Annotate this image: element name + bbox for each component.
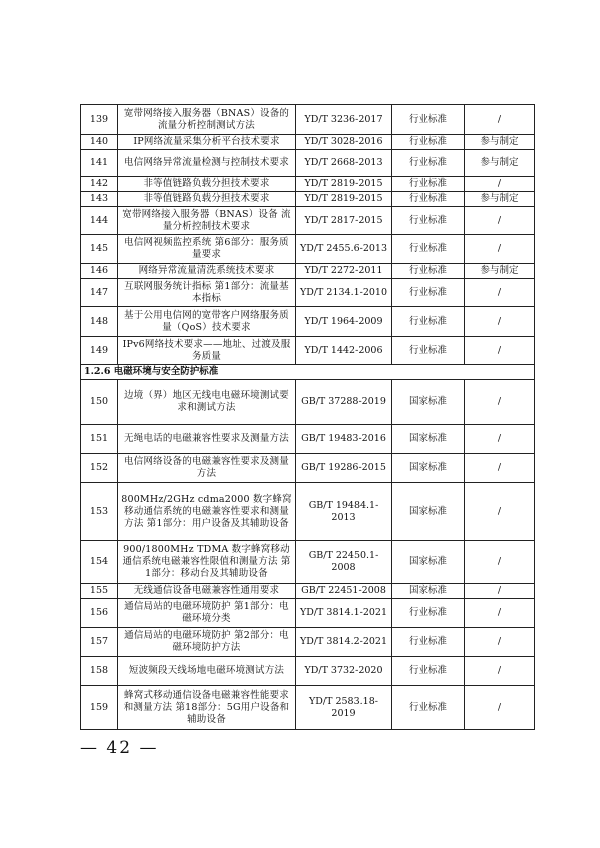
- standard-name: 无绳电话的电磁兼容性要求及测量方法: [118, 425, 296, 454]
- table-row: [81, 307, 535, 337]
- standard-name: 网络异常流量清洗系统技术要求: [118, 264, 296, 279]
- table-row: [81, 337, 535, 365]
- standard-type: 国家标准: [392, 541, 465, 584]
- standard-name: 电信网视频监控系统 第6部分：服务质量要求: [118, 235, 296, 264]
- standard-code: YD/T 2583.18-2019: [296, 686, 392, 730]
- table-row: [81, 380, 535, 425]
- standard-name: 基于公用电信网的宽带客户网络服务质量（QoS）技术要求: [118, 307, 296, 337]
- row-number: 148: [81, 307, 118, 337]
- standard-type: 国家标准: [392, 454, 465, 483]
- table-row: [81, 686, 535, 730]
- row-number: 140: [81, 135, 118, 150]
- standard-note: /: [465, 686, 535, 730]
- standard-code: YD/T 2817-2015: [296, 207, 392, 235]
- standard-name: 电信网络设备的电磁兼容性要求及测量方法: [118, 454, 296, 483]
- standard-note: /: [465, 425, 535, 454]
- row-number: 159: [81, 686, 118, 730]
- row-number: 144: [81, 207, 118, 235]
- standard-name: IPv6网络技术要求——地址、过渡及服务质量: [118, 337, 296, 365]
- standard-name: 宽带网络接入服务器（BNAS）设备 流量分析控制技术要求: [118, 207, 296, 235]
- standard-note: /: [465, 279, 535, 307]
- standard-name: 短波频段天线场地电磁环境测试方法: [118, 657, 296, 686]
- row-number: 142: [81, 177, 118, 192]
- row-number: 145: [81, 235, 118, 264]
- page-number: — 42 —: [80, 738, 159, 758]
- row-number: 149: [81, 337, 118, 365]
- standard-name: 900/1800MHz TDMA 数字蜂窝移动通信系统电磁兼容性限值和测量方法 第1部分：移动台及其辅助设备: [118, 541, 296, 584]
- standard-code: YD/T 2272-2011: [296, 264, 392, 279]
- row-number: 157: [81, 628, 118, 657]
- standard-type: 行业标准: [392, 192, 465, 207]
- standard-name: 电信网络异常流量检测与控制技术要求: [118, 150, 296, 177]
- standard-type: 行业标准: [392, 264, 465, 279]
- standard-type: 行业标准: [392, 135, 465, 150]
- standard-type: 国家标准: [392, 380, 465, 425]
- standard-note: 参与制定: [465, 192, 535, 207]
- standard-code: YD/T 2455.6-2013: [296, 235, 392, 264]
- row-number: 146: [81, 264, 118, 279]
- table-row: [81, 483, 535, 541]
- table-row: [81, 425, 535, 454]
- standard-note: 参与制定: [465, 135, 535, 150]
- standard-type: 行业标准: [392, 177, 465, 192]
- standard-type: 国家标准: [392, 425, 465, 454]
- standard-note: /: [465, 105, 535, 135]
- table-row: [81, 177, 535, 192]
- standard-name: 宽带网络接入服务器（BNAS）设备的流量分析控制测试方法: [118, 105, 296, 135]
- row-number: 143: [81, 192, 118, 207]
- row-number: 151: [81, 425, 118, 454]
- standard-name: 无线通信设备电磁兼容性通用要求: [118, 584, 296, 599]
- standard-note: /: [465, 177, 535, 192]
- table-row: [81, 657, 535, 686]
- row-number: 152: [81, 454, 118, 483]
- standard-code: YD/T 2668-2013: [296, 150, 392, 177]
- table-row: [81, 105, 535, 135]
- table-row: [81, 279, 535, 307]
- table-row: [81, 135, 535, 150]
- standard-type: 行业标准: [392, 337, 465, 365]
- table-row: [81, 541, 535, 584]
- row-number: 155: [81, 584, 118, 599]
- standard-note: /: [465, 380, 535, 425]
- standard-note: /: [465, 657, 535, 686]
- standard-type: 行业标准: [392, 279, 465, 307]
- table-row: [81, 192, 535, 207]
- standard-code: YD/T 3236-2017: [296, 105, 392, 135]
- standards-table-container: [80, 104, 534, 730]
- section-title: 1.2.6 电磁环境与安全防护标准: [81, 365, 535, 380]
- standard-type: 行业标准: [392, 207, 465, 235]
- standard-name: IP网络流量采集分析平台技术要求: [118, 135, 296, 150]
- standard-code: YD/T 3732-2020: [296, 657, 392, 686]
- standard-name: 边境（界）地区无线电电磁环境测试要求和测试方法: [118, 380, 296, 425]
- standard-note: /: [465, 628, 535, 657]
- standard-note: /: [465, 307, 535, 337]
- table-row: [81, 584, 535, 599]
- row-number: 139: [81, 105, 118, 135]
- standard-name: 800MHz/2GHz cdma2000 数字蜂窝移动通信系统的电磁兼容性要求和测量方法 第1部分：用户设备及其辅助设备: [118, 483, 296, 541]
- standard-note: 参与制定: [465, 150, 535, 177]
- standard-note: /: [465, 599, 535, 628]
- standard-type: 行业标准: [392, 628, 465, 657]
- standard-note: 参与制定: [465, 264, 535, 279]
- table-row: [81, 264, 535, 279]
- row-number: 154: [81, 541, 118, 584]
- standard-code: YD/T 2134.1-2010: [296, 279, 392, 307]
- standard-note: /: [465, 337, 535, 365]
- table-row: [81, 599, 535, 628]
- standard-code: YD/T 3814.2-2021: [296, 628, 392, 657]
- standard-name: 通信局站的电磁环境防护 第2部分：电磁环境防护方法: [118, 628, 296, 657]
- standard-code: GB/T 22451-2008: [296, 584, 392, 599]
- standard-type: 行业标准: [392, 686, 465, 730]
- standard-type: 国家标准: [392, 483, 465, 541]
- standard-note: /: [465, 483, 535, 541]
- standard-code: YD/T 3028-2016: [296, 135, 392, 150]
- standard-code: YD/T 1442-2006: [296, 337, 392, 365]
- row-number: 158: [81, 657, 118, 686]
- table-row: [81, 454, 535, 483]
- table-row: [81, 235, 535, 264]
- standard-type: 国家标准: [392, 584, 465, 599]
- standard-code: GB/T 19286-2015: [296, 454, 392, 483]
- standard-note: /: [465, 207, 535, 235]
- standard-type: 行业标准: [392, 307, 465, 337]
- standard-name: 蜂窝式移动通信设备电磁兼容性能要求和测量方法 第18部分：5G用户设备和辅助设备: [118, 686, 296, 730]
- standards-table: [80, 104, 535, 730]
- row-number: 147: [81, 279, 118, 307]
- standard-code: GB/T 19484.1-2013: [296, 483, 392, 541]
- standard-type: 行业标准: [392, 599, 465, 628]
- table-row: [81, 207, 535, 235]
- table-row: [81, 628, 535, 657]
- standard-code: GB/T 37288-2019: [296, 380, 392, 425]
- row-number: 153: [81, 483, 118, 541]
- standard-type: 行业标准: [392, 235, 465, 264]
- standard-note: /: [465, 235, 535, 264]
- standard-note: /: [465, 541, 535, 584]
- standard-name: 非等值链路负载分担技术要求: [118, 192, 296, 207]
- standard-name: 非等值链路负载分担技术要求: [118, 177, 296, 192]
- section-row: [81, 365, 535, 380]
- standard-note: /: [465, 454, 535, 483]
- standard-code: YD/T 2819-2015: [296, 192, 392, 207]
- standard-code: GB/T 19483-2016: [296, 425, 392, 454]
- standard-type: 行业标准: [392, 105, 465, 135]
- standard-note: /: [465, 584, 535, 599]
- row-number: 141: [81, 150, 118, 177]
- standard-name: 互联网服务统计指标 第1部分：流量基本指标: [118, 279, 296, 307]
- row-number: 156: [81, 599, 118, 628]
- table-row: [81, 150, 535, 177]
- standard-type: 行业标准: [392, 657, 465, 686]
- standard-code: YD/T 1964-2009: [296, 307, 392, 337]
- standard-code: YD/T 3814.1-2021: [296, 599, 392, 628]
- row-number: 150: [81, 380, 118, 425]
- standard-type: 行业标准: [392, 150, 465, 177]
- standard-name: 通信局站的电磁环境防护 第1部分：电磁环境分类: [118, 599, 296, 628]
- standard-code: GB/T 22450.1-2008: [296, 541, 392, 584]
- standard-code: YD/T 2819-2015: [296, 177, 392, 192]
